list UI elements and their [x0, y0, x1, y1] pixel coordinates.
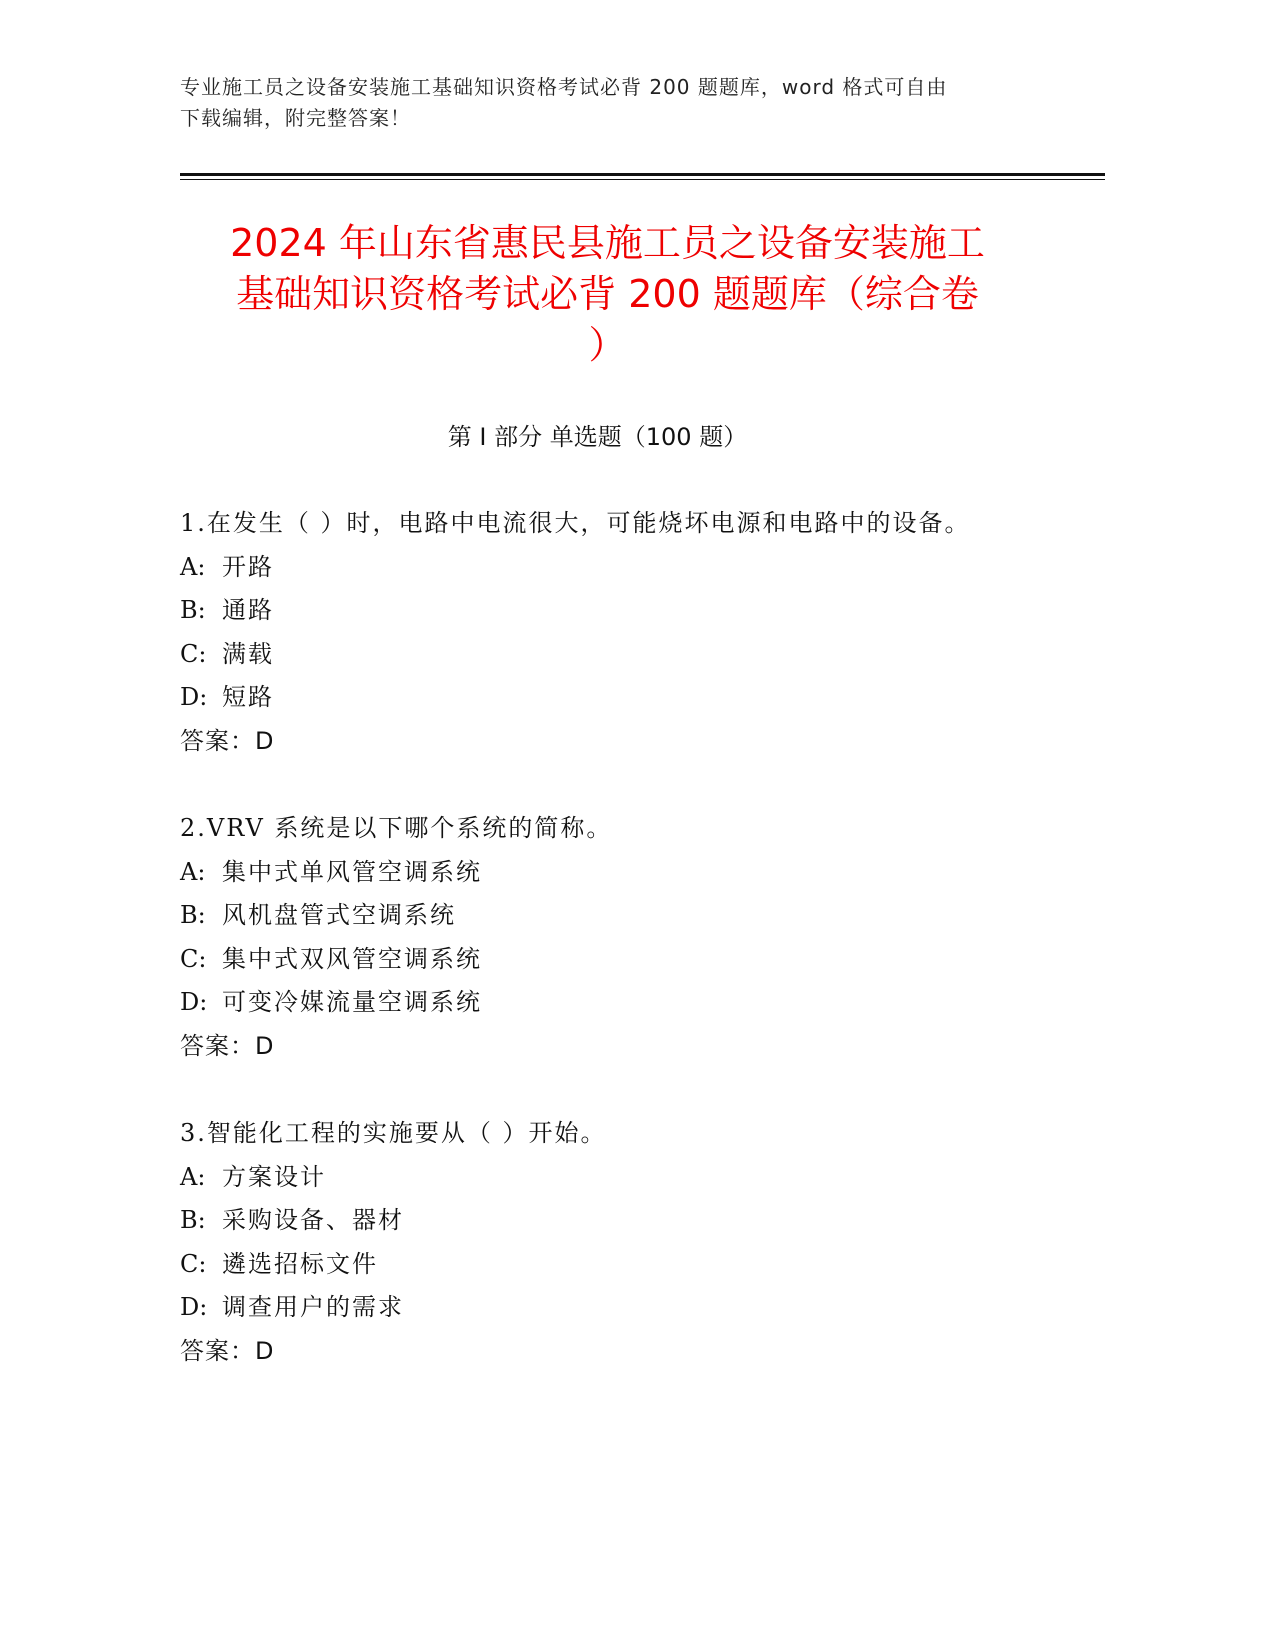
question-stem: 2.VRV 系统是以下哪个系统的简称。 — [180, 814, 613, 842]
option-text: 调查用户的需求 — [222, 1293, 404, 1321]
option-letter: C: — [180, 1249, 207, 1278]
document-title-line-1: 2024 年山东省惠民县施工员之设备安装施工 — [230, 221, 985, 265]
option-text: 遴选招标文件 — [222, 1249, 378, 1278]
header-note-line-2: 下载编辑，附完整答案！ — [180, 106, 411, 130]
option-letter: A: — [180, 857, 206, 886]
option-letter: B: — [180, 596, 206, 624]
option-text: 集中式双风管空调系统 — [222, 944, 482, 973]
option-letter: D: — [180, 683, 208, 711]
question-item — [180, 1112, 1080, 1373]
question-item — [180, 807, 1080, 1068]
header-divider-thin — [180, 179, 1105, 180]
option-letter: B: — [180, 1206, 206, 1234]
option-letter: C: — [180, 944, 207, 973]
header-note-line-1: 专业施工员之设备安装施工基础知识资格考试必背 200 题题库，word 格式可自由 — [180, 75, 948, 99]
section-heading: 第 I 部分 单选题（100 题） — [447, 423, 748, 451]
question-stem: 1.在发生（ ）时，电路中电流很大，可能烧坏电源和电路中的设备。 — [180, 509, 971, 537]
question-option-a — [180, 1156, 1080, 1200]
option-text: 方案设计 — [222, 1162, 326, 1191]
question-option-d — [180, 1286, 1080, 1330]
option-text: 可变冷媒流量空调系统 — [222, 988, 482, 1016]
question-option-a — [180, 851, 1080, 895]
question-stem: 3.智能化工程的实施要从（ ）开始。 — [180, 1119, 607, 1147]
question-answer: 答案：D — [180, 1336, 275, 1365]
header-divider-thick — [180, 173, 1105, 176]
question-option-b — [180, 1199, 1080, 1243]
question-option-d — [180, 981, 1080, 1025]
question-option-c — [180, 633, 1080, 677]
question-answer: 答案：D — [180, 1031, 275, 1060]
option-letter: A: — [180, 552, 206, 581]
option-text: 满载 — [222, 639, 274, 668]
document-header-note — [180, 72, 1060, 134]
option-text: 采购设备、器材 — [222, 1206, 404, 1234]
option-text: 开路 — [222, 552, 274, 581]
question-option-b — [180, 589, 1080, 633]
option-letter: B: — [180, 901, 206, 929]
option-letter: C: — [180, 639, 207, 668]
question-option-d — [180, 676, 1080, 720]
option-letter: A: — [180, 1162, 206, 1191]
document-title-line-3: ） — [588, 323, 627, 367]
question-item — [180, 502, 1080, 763]
option-text: 风机盘管式空调系统 — [222, 901, 456, 929]
question-option-c — [180, 1243, 1080, 1287]
question-option-c — [180, 938, 1080, 982]
question-option-b — [180, 894, 1080, 938]
option-text: 通路 — [222, 596, 274, 624]
option-letter: D: — [180, 988, 208, 1016]
option-letter: D: — [180, 1293, 208, 1321]
document-title — [180, 218, 1035, 371]
question-answer: 答案：D — [180, 726, 275, 755]
option-text: 集中式单风管空调系统 — [222, 857, 482, 886]
question-option-a — [180, 546, 1080, 590]
option-text: 短路 — [222, 683, 274, 711]
document-title-line-2: 基础知识资格考试必背 200 题题库（综合卷 — [236, 272, 979, 316]
